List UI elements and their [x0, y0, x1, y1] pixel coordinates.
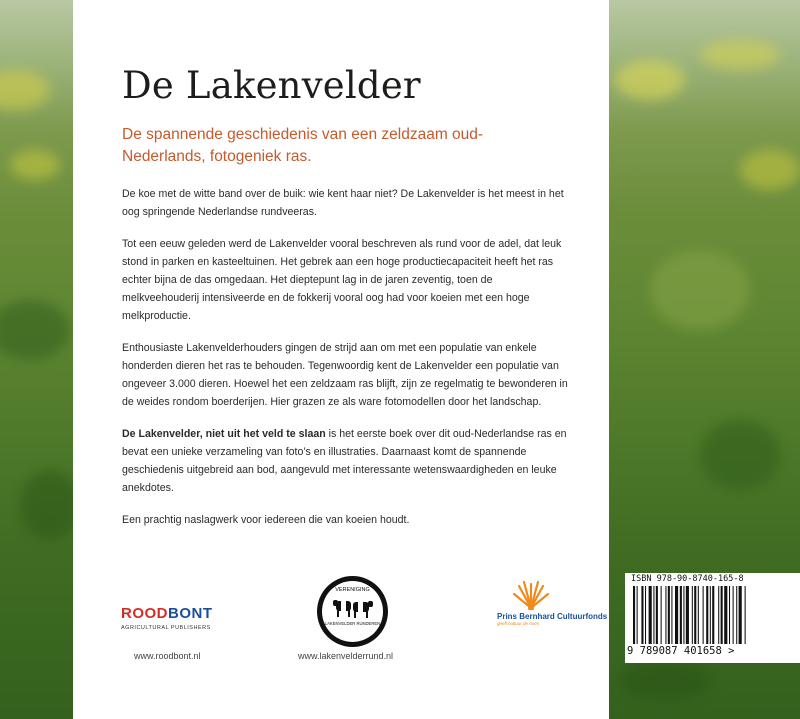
- roodbont-url[interactable]: www.roodbont.nl: [134, 651, 201, 661]
- barcode-bar: [680, 586, 682, 644]
- barcode-bar: [698, 586, 699, 644]
- barcode-bar: [671, 586, 672, 644]
- roodbont-logo: [121, 606, 233, 631]
- barcode-bar: [653, 586, 654, 644]
- barcode-bar: [675, 586, 678, 644]
- blurb-paragraph: De koe met de witte band over de buik: wie kent haar niet? De Lakenvelder is het meest in het oog springende Nederlandse rundveeras.: [122, 188, 564, 218]
- barcode-bar: [710, 586, 711, 644]
- barcode-bar: [706, 586, 708, 644]
- vereniging-label: VERENIGING: [335, 587, 370, 593]
- barcode-bars: [629, 586, 789, 644]
- roodbont-subtitle: AGRICULTURAL PUBLISHERS: [121, 625, 211, 631]
- cultuurfonds-tagline: geeft cultuur de hoes: [497, 621, 540, 626]
- book-subtitle: De spannende geschiedenis van een zeldzaam oud-Nederlands, fotogeniek ras.: [122, 126, 484, 165]
- cows-icon: [322, 581, 383, 642]
- barcode-bar: [656, 586, 658, 644]
- isbn-barcode: [625, 573, 800, 663]
- barcode-bar: [661, 586, 662, 644]
- back-cover-panel: [73, 0, 609, 719]
- prins-bernhard-cultuurfonds-logo: [497, 580, 608, 626]
- barcode-bar: [703, 586, 704, 644]
- barcode-bar: [683, 586, 684, 644]
- barcode-bar: [729, 586, 730, 644]
- sunburst-icon: [511, 580, 551, 610]
- blurb-paragraph: Een prachtig naslagwerk voor iedereen die van koeien houdt.: [122, 514, 410, 526]
- barcode-bar: [739, 586, 742, 644]
- roodbont-logo-rood: ROOD: [121, 605, 168, 622]
- barcode-bar: [724, 586, 727, 644]
- barcode-bar: [718, 586, 719, 644]
- isbn-digits: 9 789087 401658 >: [627, 645, 735, 657]
- vereniging-name: LAKENVELDER RUNDEREN: [324, 621, 381, 626]
- barcode-bar: [637, 586, 638, 644]
- barcode-bar: [641, 586, 643, 644]
- barcode-bar: [736, 586, 737, 644]
- barcode-bar: [692, 586, 693, 644]
- blurb: [122, 185, 570, 543]
- book-subtitle-bold: De Lakenvelder, niet uit het veld te slaan: [122, 428, 326, 440]
- barcode-bar: [665, 586, 666, 644]
- barcode-bar: [645, 586, 646, 644]
- lakenvelder-url[interactable]: www.lakenvelderrund.nl: [298, 651, 394, 661]
- barcode-bar: [633, 586, 635, 644]
- barcode-bar: [668, 586, 670, 644]
- barcode-bar: [721, 586, 723, 644]
- blurb-paragraph: Tot een eeuw geleden werd de Lakenvelder vooral beschreven als rund voor de adel, dat leuk stond in parken en kasteeltuinen. Het gebrek aan een hoge productiecapaciteit heeft het ras echter bijna de das omgedaan. Het dieptepunt lag in de jaren zeventig, toen de melkveehouderij intensiveerde en de fokkerij vooral oog had voor koeien met een hoge melkproductie.: [122, 238, 562, 322]
- barcode-bar: [733, 586, 734, 644]
- book-title: De Lakenvelder: [122, 64, 421, 107]
- blurb-paragraph: [122, 425, 570, 497]
- barcode-bar: [694, 586, 696, 644]
- barcode-bar: [712, 586, 714, 644]
- barcode-bar: [649, 586, 652, 644]
- barcode-bar: [745, 586, 746, 644]
- cultuurfonds-name: Prins Bernhard Cultuurfonds: [497, 612, 608, 621]
- blurb-paragraph: Enthousiaste Lakenvelderhouders gingen de strijd aan om met een populatie van enkele honderden dieren het ras te behouden. Tegenwoordig kent de Lakenvelder een populatie van ongeveer 3.000 dieren. Hoewel het een zeldzaam ras blijft, zijn ze regelmatig te bewonderen in de weides rondom boerderijen. Hier grazen ze als ware fotomodellen door het landschap.: [122, 342, 568, 408]
- roodbont-logo-bont: BONT: [168, 605, 213, 622]
- blurb-text: is het eerste boek over dit oud-Nederlandse ras en bevat een unieke verzameling van foto’s en illustraties. Daarnaast komt de spannende geschiedenis uitgebreid aan bod, aangevuld met interessante wetenswaardigheden en leuke anekdotes.: [122, 428, 567, 494]
- isbn-label: ISBN 978-90-8740-165-8: [631, 574, 744, 584]
- barcode-bar: [686, 586, 689, 644]
- vereniging-logo: [317, 576, 388, 647]
